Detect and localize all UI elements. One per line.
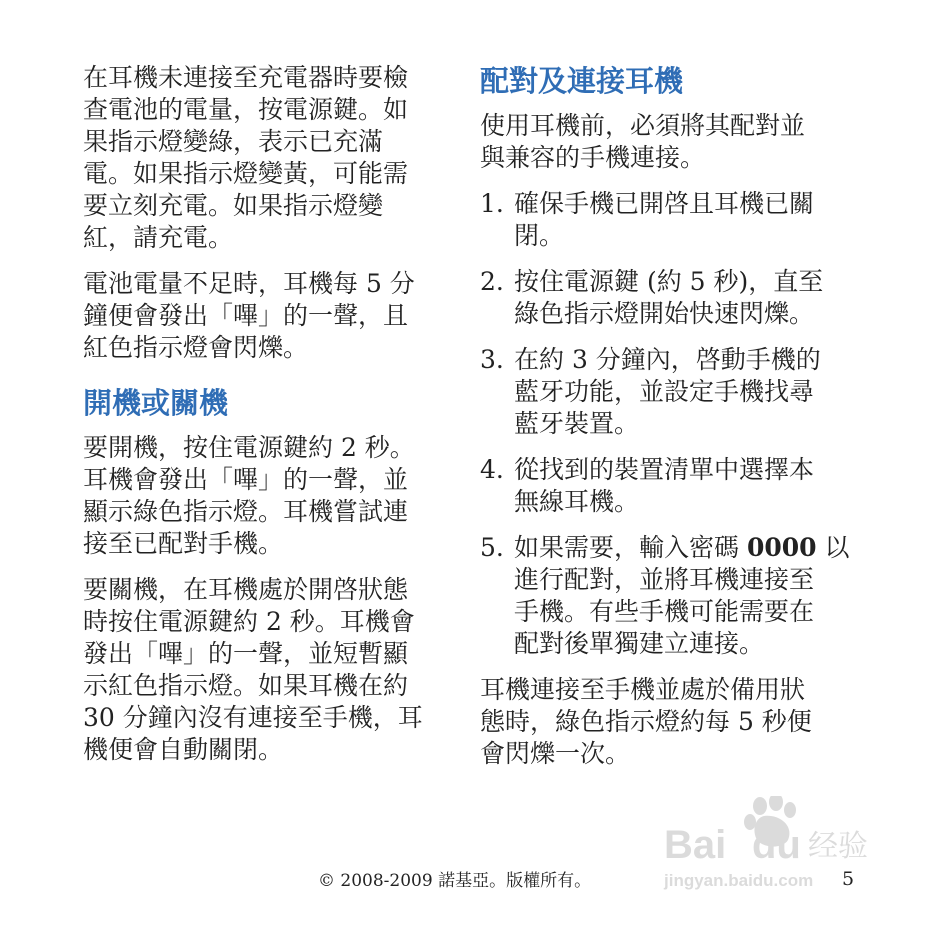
- svg-text:经验: 经验: [808, 829, 868, 864]
- pairing-intro-paragraph: 使用耳機前，必須將其配對並 與兼容的手機連接。: [480, 111, 806, 172]
- step-number: 4.: [480, 455, 504, 484]
- passcode: 0000: [746, 533, 817, 562]
- list-item: [480, 454, 858, 518]
- step-text: [514, 532, 858, 660]
- step-text: 從找到的裝置清單中選擇本 無線耳機。: [514, 455, 815, 516]
- svg-text:du: du: [752, 823, 801, 867]
- low-battery-paragraph: 電池電量不足時，耳機每 5 分 鐘便會發出「嗶」的一聲，且 紅色指示燈會閃爍。: [83, 269, 415, 362]
- step-text-before-code: 如果需要，輸入密碼: [514, 533, 747, 562]
- step-number: 3.: [480, 345, 504, 374]
- standby-paragraph: 耳機連接至手機並處於備用狀 態時，綠色指示燈約每 5 秒便 會閃爍一次。: [480, 675, 812, 768]
- baidu-paw-logo-icon: [660, 796, 890, 892]
- copyright-footer: © 2008-2009 諾基亞。版權所有。: [318, 871, 592, 891]
- battery-check-paragraph: 在耳機未連接至充電器時要檢 查電池的電量，按電源鍵。如 果指示燈變綠，表示已充滿 電。如果指示燈變黃，可能需 要立刻充電。如果指示燈變 紅，請充電。: [83, 63, 409, 252]
- step-text: 按住電源鍵 (約 5 秒)，直至 綠色指示燈開始快速閃爍。: [514, 267, 824, 328]
- section-heading-pairing: 配對及連接耳機: [480, 64, 684, 98]
- section-heading-power: 開機或關機: [83, 386, 229, 420]
- baidu-watermark: [660, 796, 890, 892]
- step-number: 2.: [480, 267, 504, 296]
- left-column: [83, 62, 463, 780]
- list-item: [480, 188, 858, 252]
- step-text: 確保手機已開啓且耳機已關 閉。: [514, 189, 815, 250]
- page-number: 5: [842, 868, 855, 890]
- step-number: 1.: [480, 189, 504, 218]
- list-item: [480, 532, 858, 660]
- power-on-paragraph: 要開機，按住電源鍵約 2 秒。 耳機會發出「嗶」的一聲，並 顯示綠色指示燈。耳機嘗試連 接至已配對手機。: [83, 433, 415, 558]
- power-off-paragraph: 要關機，在耳機處於開啓狀態 時按住電源鍵約 2 秒。耳機會 發出「嗶」的一聲，並短暫顯 示紅色指示燈。如果耳機在約 30 分鐘內沒有連接至手機，耳 機便會自動關閉。: [83, 575, 423, 764]
- list-item: [480, 344, 858, 440]
- step-number: 5.: [480, 533, 504, 562]
- pairing-steps-list: [480, 188, 858, 660]
- step-text-after-code: 以 進行配對，並將耳機連接至 手機。有些手機可能需要在 配對後單獨建立連接。: [514, 533, 850, 658]
- watermark-url: jingyan.baidu.com: [664, 871, 814, 890]
- right-column: [480, 62, 858, 784]
- step-text: 在約 3 分鐘內，啓動手機的 藍牙功能，並設定手機找尋 藍牙裝置。: [514, 345, 821, 438]
- svg-text:Bai: Bai: [664, 823, 727, 867]
- list-item: [480, 266, 858, 330]
